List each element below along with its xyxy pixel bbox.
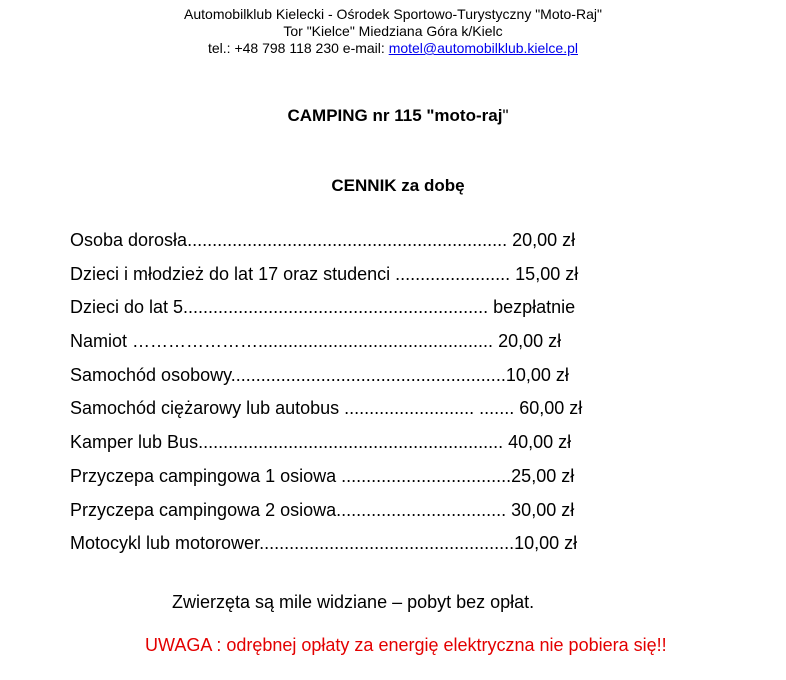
header-contact bbox=[0, 40, 786, 57]
email-link[interactable]: motel@automobilklub.kielce.pl bbox=[388, 40, 578, 56]
price-row-tent: Namiot …………………............................................... 20,00 zł bbox=[70, 331, 562, 352]
pets-note: Zwierzęta są mile widziane – pobyt bez opłat. bbox=[172, 592, 535, 612]
camping-title bbox=[0, 106, 786, 126]
price-list bbox=[70, 228, 582, 565]
electricity-warning: UWAGA : odrębnej opłaty za energię elektryczna nie pobiera się!! bbox=[145, 635, 667, 655]
price-row-trailer-2-axle: Przyczepa campingowa 2 osiowa.................................. 30,00 zł bbox=[70, 499, 575, 520]
camping-title-text: CAMPING nr 115 "moto-raj bbox=[287, 106, 503, 125]
price-row-adult: Osoba dorosła................................................................ 20,00 zł bbox=[70, 230, 576, 250]
header-organization: Automobilklub Kielecki - Ośrodek Sportowo-Turystyczny "Moto-Raj" bbox=[184, 6, 602, 22]
header-phone: tel.: +48 798 118 230 e-mail: bbox=[207, 40, 389, 56]
price-row-trailer-1-axle: Przyczepa campingowa 1 osiowa ..................................25,00 zł bbox=[70, 465, 575, 486]
price-row-camper: Kamper lub Bus............................................................. 40,00 zł bbox=[70, 432, 572, 453]
price-row-youth: Dzieci i młodzież do lat 17 oraz studenci ....................... 15,00 zł bbox=[70, 263, 579, 284]
price-row-car: Samochód osobowy.......................................................10,00 zł bbox=[70, 364, 569, 385]
header-location: Tor "Kielce" Miedziana Góra k/Kielc bbox=[283, 23, 503, 39]
camping-title-quote: " bbox=[502, 106, 509, 125]
document-header bbox=[0, 6, 786, 57]
price-row-truck-bus: Samochód ciężarowy lub autobus .......................... ....... 60,00 zł bbox=[70, 398, 583, 419]
price-list-title: CENNIK za dobę bbox=[331, 176, 465, 195]
price-row-children: Dzieci do lat 5............................................................. bezpłatnie bbox=[70, 297, 576, 318]
price-row-motorcycle: Motocykl lub motorower...................................................10,00 zł bbox=[70, 533, 578, 554]
